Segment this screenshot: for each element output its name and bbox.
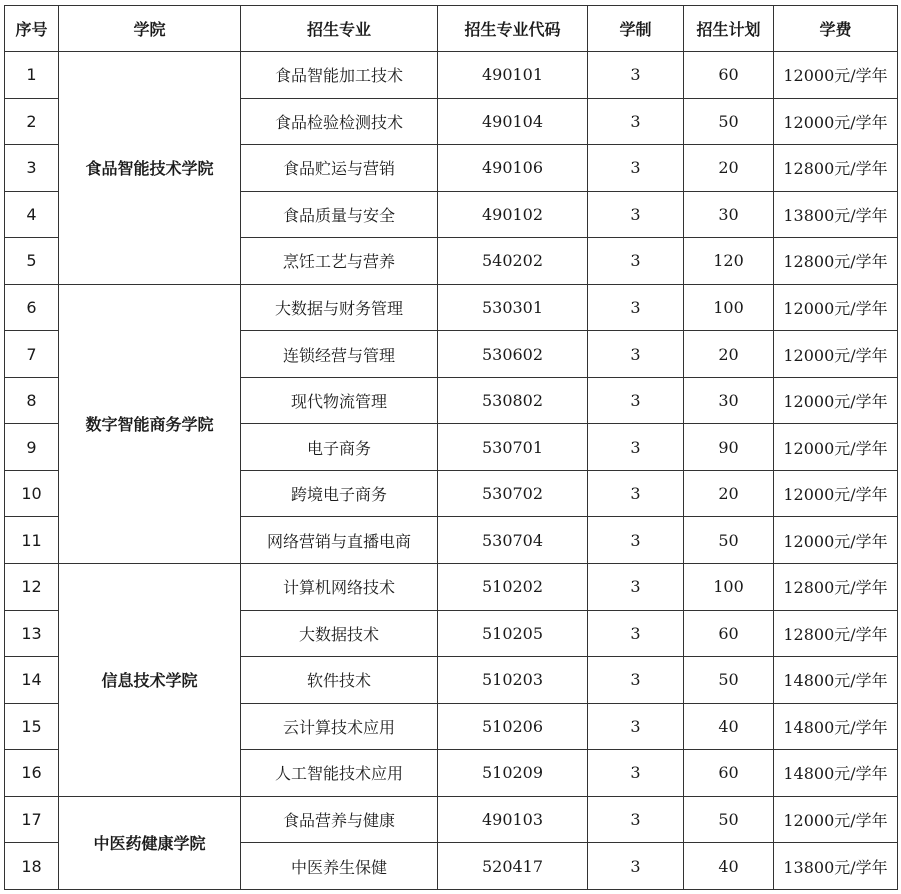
- duration-cell: 3: [588, 191, 684, 238]
- college-cell: 食品智能技术学院: [59, 52, 241, 285]
- serial-cell: 7: [5, 331, 59, 378]
- plan-cell: 20: [684, 145, 774, 192]
- tuition-cell: 12800元/学年: [774, 238, 898, 285]
- plan-cell: 100: [684, 564, 774, 611]
- major-code-cell: 530701: [438, 424, 588, 471]
- plan-cell: 20: [684, 331, 774, 378]
- table-body: [5, 52, 898, 890]
- serial-cell: 4: [5, 191, 59, 238]
- tuition-cell: 14800元/学年: [774, 750, 898, 797]
- major-cell: 云计算技术应用: [241, 703, 438, 750]
- duration-cell: 3: [588, 238, 684, 285]
- major-code-cell: 510202: [438, 564, 588, 611]
- major-code-cell: 530602: [438, 331, 588, 378]
- duration-cell: 3: [588, 377, 684, 424]
- serial-cell: 14: [5, 657, 59, 704]
- duration-cell: 3: [588, 52, 684, 99]
- serial-cell: 1: [5, 52, 59, 99]
- tuition-cell: 12800元/学年: [774, 145, 898, 192]
- plan-cell: 60: [684, 52, 774, 99]
- table-row: [5, 52, 898, 99]
- tuition-cell: 14800元/学年: [774, 657, 898, 704]
- college-cell: 中医药健康学院: [59, 796, 241, 889]
- duration-cell: 3: [588, 424, 684, 471]
- plan-cell: 20: [684, 470, 774, 517]
- serial-cell: 10: [5, 470, 59, 517]
- major-code-cell: 530704: [438, 517, 588, 564]
- duration-cell: 3: [588, 517, 684, 564]
- college-cell: 信息技术学院: [59, 564, 241, 797]
- table-row: [5, 564, 898, 611]
- major-cell: 食品营养与健康: [241, 796, 438, 843]
- major-cell: 软件技术: [241, 657, 438, 704]
- header-row: [5, 6, 898, 52]
- major-cell: 大数据技术: [241, 610, 438, 657]
- duration-cell: 3: [588, 750, 684, 797]
- tuition-cell: 13800元/学年: [774, 843, 898, 890]
- serial-cell: 2: [5, 98, 59, 145]
- tuition-cell: 12000元/学年: [774, 377, 898, 424]
- major-cell: 中医养生保健: [241, 843, 438, 890]
- major-cell: 计算机网络技术: [241, 564, 438, 611]
- major-cell: 连锁经营与管理: [241, 331, 438, 378]
- tuition-cell: 12800元/学年: [774, 610, 898, 657]
- major-cell: 食品检验检测技术: [241, 98, 438, 145]
- college-cell: 数字智能商务学院: [59, 284, 241, 563]
- plan-cell: 30: [684, 377, 774, 424]
- duration-cell: 3: [588, 564, 684, 611]
- duration-cell: 3: [588, 610, 684, 657]
- duration-cell: 3: [588, 145, 684, 192]
- table-row: [5, 284, 898, 331]
- enrollment-table: [4, 5, 898, 890]
- tuition-cell: 12000元/学年: [774, 331, 898, 378]
- plan-cell: 50: [684, 796, 774, 843]
- major-code-cell: 490104: [438, 98, 588, 145]
- major-cell: 食品贮运与营销: [241, 145, 438, 192]
- serial-cell: 9: [5, 424, 59, 471]
- major-code-cell: 530702: [438, 470, 588, 517]
- major-cell: 烹饪工艺与营养: [241, 238, 438, 285]
- table-header: [5, 6, 898, 52]
- serial-cell: 11: [5, 517, 59, 564]
- serial-cell: 16: [5, 750, 59, 797]
- major-code-cell: 510209: [438, 750, 588, 797]
- serial-cell: 15: [5, 703, 59, 750]
- major-code-cell: 540202: [438, 238, 588, 285]
- major-code-cell: 530802: [438, 377, 588, 424]
- plan-cell: 60: [684, 610, 774, 657]
- serial-cell: 12: [5, 564, 59, 611]
- major-cell: 电子商务: [241, 424, 438, 471]
- tuition-cell: 12800元/学年: [774, 564, 898, 611]
- tuition-cell: 12000元/学年: [774, 470, 898, 517]
- serial-cell: 6: [5, 284, 59, 331]
- header-plan: 招生计划: [684, 6, 774, 52]
- plan-cell: 30: [684, 191, 774, 238]
- plan-cell: 100: [684, 284, 774, 331]
- header-serial: 序号: [5, 6, 59, 52]
- major-code-cell: 490103: [438, 796, 588, 843]
- serial-cell: 13: [5, 610, 59, 657]
- plan-cell: 50: [684, 657, 774, 704]
- tuition-cell: 14800元/学年: [774, 703, 898, 750]
- table-row: [5, 796, 898, 843]
- header-major-code: 招生专业代码: [438, 6, 588, 52]
- plan-cell: 50: [684, 517, 774, 564]
- tuition-cell: 12000元/学年: [774, 424, 898, 471]
- serial-cell: 8: [5, 377, 59, 424]
- major-cell: 人工智能技术应用: [241, 750, 438, 797]
- major-cell: 网络营销与直播电商: [241, 517, 438, 564]
- duration-cell: 3: [588, 657, 684, 704]
- plan-cell: 120: [684, 238, 774, 285]
- header-college: 学院: [59, 6, 241, 52]
- serial-cell: 3: [5, 145, 59, 192]
- tuition-cell: 12000元/学年: [774, 52, 898, 99]
- header-duration: 学制: [588, 6, 684, 52]
- duration-cell: 3: [588, 703, 684, 750]
- tuition-cell: 12000元/学年: [774, 796, 898, 843]
- serial-cell: 5: [5, 238, 59, 285]
- tuition-cell: 12000元/学年: [774, 98, 898, 145]
- serial-cell: 17: [5, 796, 59, 843]
- major-code-cell: 510203: [438, 657, 588, 704]
- major-cell: 大数据与财务管理: [241, 284, 438, 331]
- major-code-cell: 490102: [438, 191, 588, 238]
- major-code-cell: 510206: [438, 703, 588, 750]
- major-code-cell: 530301: [438, 284, 588, 331]
- plan-cell: 90: [684, 424, 774, 471]
- duration-cell: 3: [588, 470, 684, 517]
- major-cell: 食品质量与安全: [241, 191, 438, 238]
- major-cell: 现代物流管理: [241, 377, 438, 424]
- duration-cell: 3: [588, 98, 684, 145]
- plan-cell: 50: [684, 98, 774, 145]
- header-major: 招生专业: [241, 6, 438, 52]
- major-cell: 跨境电子商务: [241, 470, 438, 517]
- duration-cell: 3: [588, 331, 684, 378]
- plan-cell: 60: [684, 750, 774, 797]
- major-cell: 食品智能加工技术: [241, 52, 438, 99]
- serial-cell: 18: [5, 843, 59, 890]
- duration-cell: 3: [588, 796, 684, 843]
- plan-cell: 40: [684, 843, 774, 890]
- major-code-cell: 490106: [438, 145, 588, 192]
- major-code-cell: 490101: [438, 52, 588, 99]
- major-code-cell: 520417: [438, 843, 588, 890]
- tuition-cell: 13800元/学年: [774, 191, 898, 238]
- major-code-cell: 510205: [438, 610, 588, 657]
- tuition-cell: 12000元/学年: [774, 517, 898, 564]
- header-tuition: 学费: [774, 6, 898, 52]
- duration-cell: 3: [588, 284, 684, 331]
- tuition-cell: 12000元/学年: [774, 284, 898, 331]
- duration-cell: 3: [588, 843, 684, 890]
- plan-cell: 40: [684, 703, 774, 750]
